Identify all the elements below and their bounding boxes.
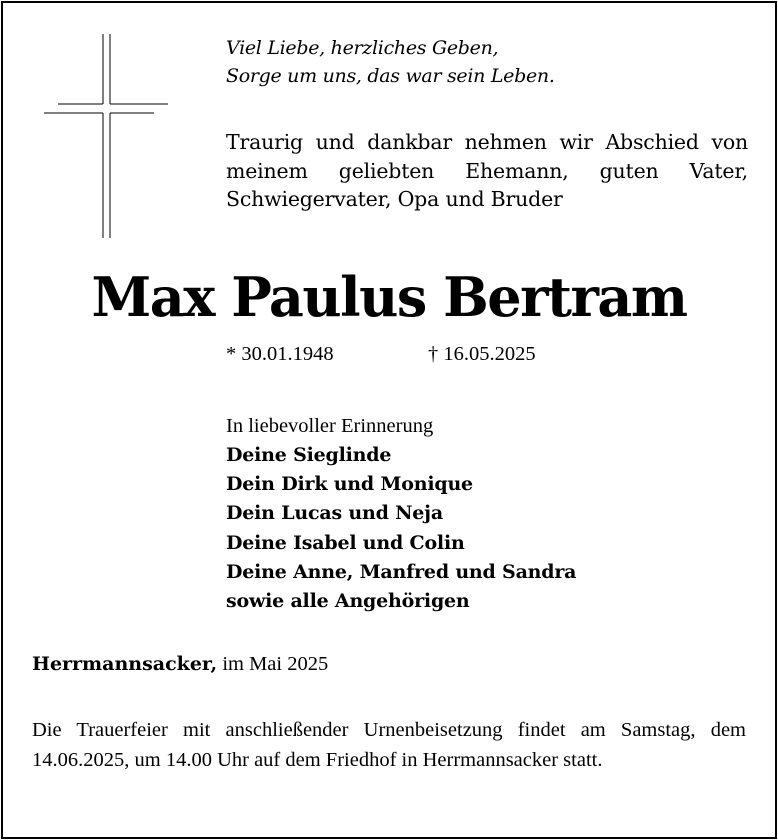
memorial-poem: [226, 34, 555, 90]
mourner-name: sowie alle Angehörigen: [226, 590, 470, 613]
farewell-intro: Traurig und dankbar nehmen wir Abschied von meinem geliebten Ehemann, guten Vater, Schwiegervater, Opa und Bruder: [226, 130, 748, 211]
mourners-block: [226, 412, 576, 616]
death-date: † 16.05.2025: [428, 343, 536, 365]
place-name: Herrmannsacker,: [32, 653, 218, 675]
mourner-name: Deine Isabel und Colin: [226, 531, 465, 554]
deceased-name: Max Paulus Bertram: [91, 265, 687, 329]
mourner-name: Deine Anne, Manfred und Sandra: [226, 560, 577, 583]
place-and-date: [32, 650, 328, 678]
poem-line: Viel Liebe, herzliches Geben,: [226, 37, 499, 59]
mourner-name: Dein Lucas und Neja: [226, 502, 443, 525]
funeral-notice: Die Trauerfeier mit anschließender Urnenbeisetzung findet am Samstag, dem 14.06.2025, um 14.00 Uhr auf dem Friedhof in Herrmannsacker statt.: [32, 719, 746, 771]
birth-date: * 30.01.1948: [226, 343, 334, 365]
mourner-name: Dein Dirk und Monique: [226, 473, 473, 496]
cross-icon: [44, 34, 170, 238]
remembrance-line: In liebevoller Erinnerung: [226, 415, 434, 437]
notice-date: im Mai 2025: [217, 653, 329, 675]
mourner-name: Deine Sieglinde: [226, 444, 392, 466]
poem-line: Sorge um uns, das war sein Leben.: [226, 65, 555, 87]
